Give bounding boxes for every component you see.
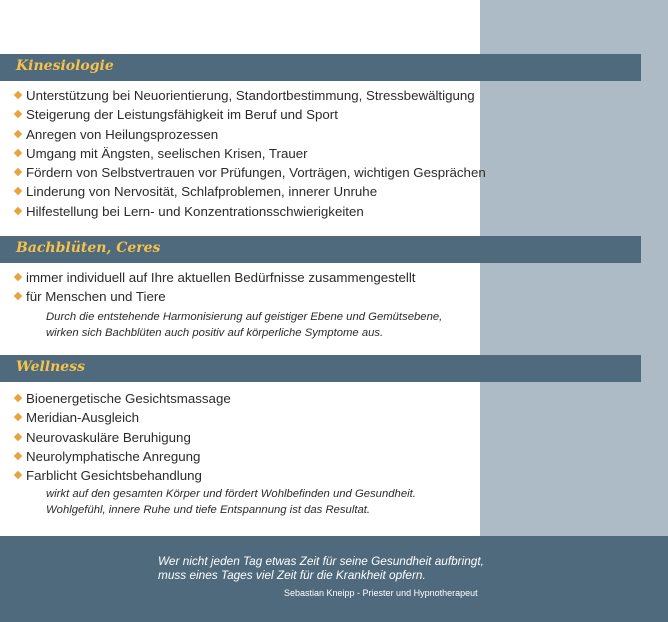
list-item: Umgang mit Ängsten, seelischen Krisen, Trauer [15,144,486,163]
kinesiologie-list [15,86,486,221]
diamond-bullet-icon [14,452,22,460]
section-title: Bachblüten, Ceres [16,240,161,256]
list-item: Fördern von Selbstvertrauen vor Prüfungen, Vorträgen, wichtigen Gesprächen [15,163,486,182]
wellness-note: wirkt auf den gesamten Körper und fördert Wohlbefinden und Gesundheit. Wohlgefühl, innere Ruhe und tiefe Entspannung ist das Resultat. [46,488,416,516]
diamond-bullet-icon [14,168,22,176]
footer-quote: Wer nicht jeden Tag etwas Zeit für seine Gesundheit aufbringt, muss eines Tages viel Zeit für die Krankheit opfern. [158,554,484,582]
diamond-bullet-icon [14,432,22,440]
diamond-bullet-icon [14,273,22,281]
diamond-bullet-icon [14,91,22,99]
list-item: Anregen von Heilungsprozessen [15,125,486,144]
diamond-bullet-icon [14,207,22,215]
footer-author: Sebastian Kneipp - Priester und Hypnotherapeut [284,588,478,598]
list-item: Neurovaskuläre Beruhigung [15,428,231,447]
bachblueten-list [15,268,416,307]
section-title: Wellness [16,359,85,375]
section-header-kinesiologie [0,54,641,81]
list-item: immer individuell auf Ihre aktuellen Bedürfnisse zusammengestellt [15,268,416,287]
wellness-list [15,389,231,485]
diamond-bullet-icon [14,471,22,479]
list-item: Neurolymphatische Anregung [15,447,231,466]
list-item: Bioenergetische Gesichtsmassage [15,389,231,408]
diamond-bullet-icon [14,187,22,195]
section-header-wellness [0,355,641,382]
list-item: Hilfestellung bei Lern- und Konzentrationsschwierigkeiten [15,202,486,221]
list-item: Unterstützung bei Neuorientierung, Standortbestimmung, Stressbewältigung [15,86,486,105]
list-item: Meridian-Ausgleich [15,408,231,427]
section-title: Kinesiologie [16,58,114,74]
bachblueten-note: Durch die entstehende Harmonisierung auf geistiger Ebene und Gemütsebene, wirken sich Bachblüten auch positiv auf körperliche Symptome aus. [46,311,443,339]
diamond-bullet-icon [14,292,22,300]
footer [0,536,668,622]
diamond-bullet-icon [14,129,22,137]
diamond-bullet-icon [14,149,22,157]
list-item: Farblicht Gesichtsbehandlung [15,466,231,485]
section-header-bachblueten [0,236,641,263]
diamond-bullet-icon [14,394,22,402]
list-item: für Menschen und Tiere [15,287,416,306]
list-item: Steigerung der Leistungsfähigkeit im Beruf und Sport [15,105,486,124]
list-item: Linderung von Nervosität, Schlafproblemen, innerer Unruhe [15,182,486,201]
diamond-bullet-icon [14,110,22,118]
diamond-bullet-icon [14,413,22,421]
